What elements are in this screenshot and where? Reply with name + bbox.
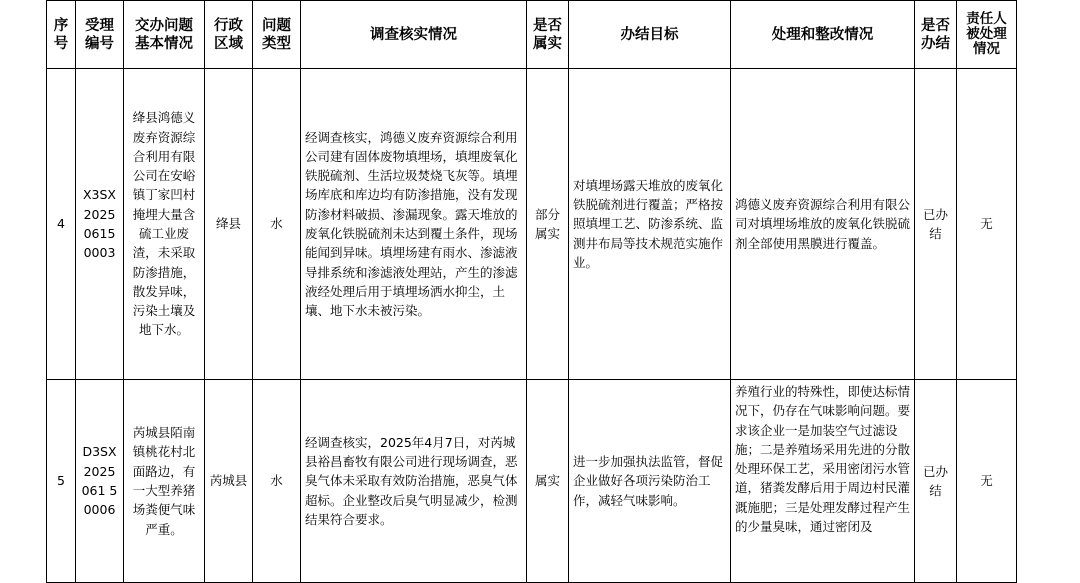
cell-type: 水 — [253, 69, 301, 380]
header-seq: 序号 — [47, 1, 76, 69]
cell-closed: 已办结 — [915, 380, 957, 583]
cell-id: X3SX20250615 0003 — [76, 69, 124, 380]
cell-region: 芮城县 — [205, 380, 253, 583]
header-closed: 是否办结 — [915, 1, 957, 69]
cell-issue: 绛县鸿德义废弃资源综合利用有限公司在安峪镇丁家凹村掩埋大量含硫工业废渣，未采取防渗措施，散发异味，污染土壤及地下水。 — [124, 69, 205, 380]
table-row — [47, 69, 1017, 380]
cell-seq: 4 — [47, 69, 76, 380]
header-investigation: 调查核实情况 — [301, 1, 527, 69]
cell-verified: 部分属实 — [527, 69, 569, 380]
cell-investigation: 经调查核实，鸿德义废弃资源综合利用公司建有固体废物填埋场，填埋废氧化铁脱硫剂、生活垃圾焚烧飞灰等。填埋场库底和库边均有防渗措施，没有发现防渗材料破损、渗漏现象。露天堆放的废氧化铁脱硫剂未达到覆土条件，现场能闻到异味。填埋场建有雨水、渗滤液导排系统和渗滤液处理站，产生的渗滤液经处理后用于填埋场洒水抑尘，土壤、地下水未被污染。 — [301, 69, 527, 380]
header-issue: 交办问题基本情况 — [124, 1, 205, 69]
cell-responsible: 无 — [957, 69, 1017, 380]
header-region: 行政区域 — [205, 1, 253, 69]
cell-goal: 进一步加强执法监管，督促企业做好各项污染防治工作，减轻气味影响。 — [569, 380, 731, 583]
cell-type: 水 — [253, 380, 301, 583]
cell-verified: 属实 — [527, 380, 569, 583]
header-responsible: 责任人被处理情况 — [957, 1, 1017, 69]
cell-goal: 对填埋场露天堆放的废氧化铁脱硫剂进行覆盖；严格按照填埋工艺、防渗系统、监测井布局等技术规范实施作业。 — [569, 69, 731, 380]
header-type: 问题类型 — [253, 1, 301, 69]
cell-closed: 已办结 — [915, 69, 957, 380]
header-row — [47, 1, 1017, 69]
cell-region: 绛县 — [205, 69, 253, 380]
cell-id: D3SX2025061 50006 — [76, 380, 124, 583]
header-id: 受理编号 — [76, 1, 124, 69]
table-row — [47, 380, 1017, 583]
cell-investigation: 经调查核实，2025年4月7日，对芮城县裕昌畜牧有限公司进行现场调查，恶臭气体未采取有效防治措施，恶臭气体超标。企业整改后臭气明显减少，检测结果符合要求。 — [301, 380, 527, 583]
header-goal: 办结目标 — [569, 1, 731, 69]
cell-handling: 养殖行业的特殊性，即使达标情况下，仍存在气味影响问题。要求该企业一是加装空气过滤设施；二是养殖场采用先进的分散处理环保工艺，采用密闭污水管道，猪粪发酵后用于周边村民灌溉施肥；三是处理发酵过程产生的少量臭味，通过密闭及 — [731, 380, 915, 583]
supervision-table — [46, 0, 1017, 583]
header-verified: 是否属实 — [527, 1, 569, 69]
document-table-wrapper — [46, 0, 1017, 583]
header-handling: 处理和整改情况 — [731, 1, 915, 69]
cell-responsible: 无 — [957, 380, 1017, 583]
cell-handling: 鸿德义废弃资源综合利用有限公司对填埋场堆放的废氧化铁脱硫剂全部使用黑膜进行覆盖。 — [731, 69, 915, 380]
cell-seq: 5 — [47, 380, 76, 583]
cell-issue: 芮城县陌南镇桃花村北面路边，有一大型养猪场粪便气味严重。 — [124, 380, 205, 583]
